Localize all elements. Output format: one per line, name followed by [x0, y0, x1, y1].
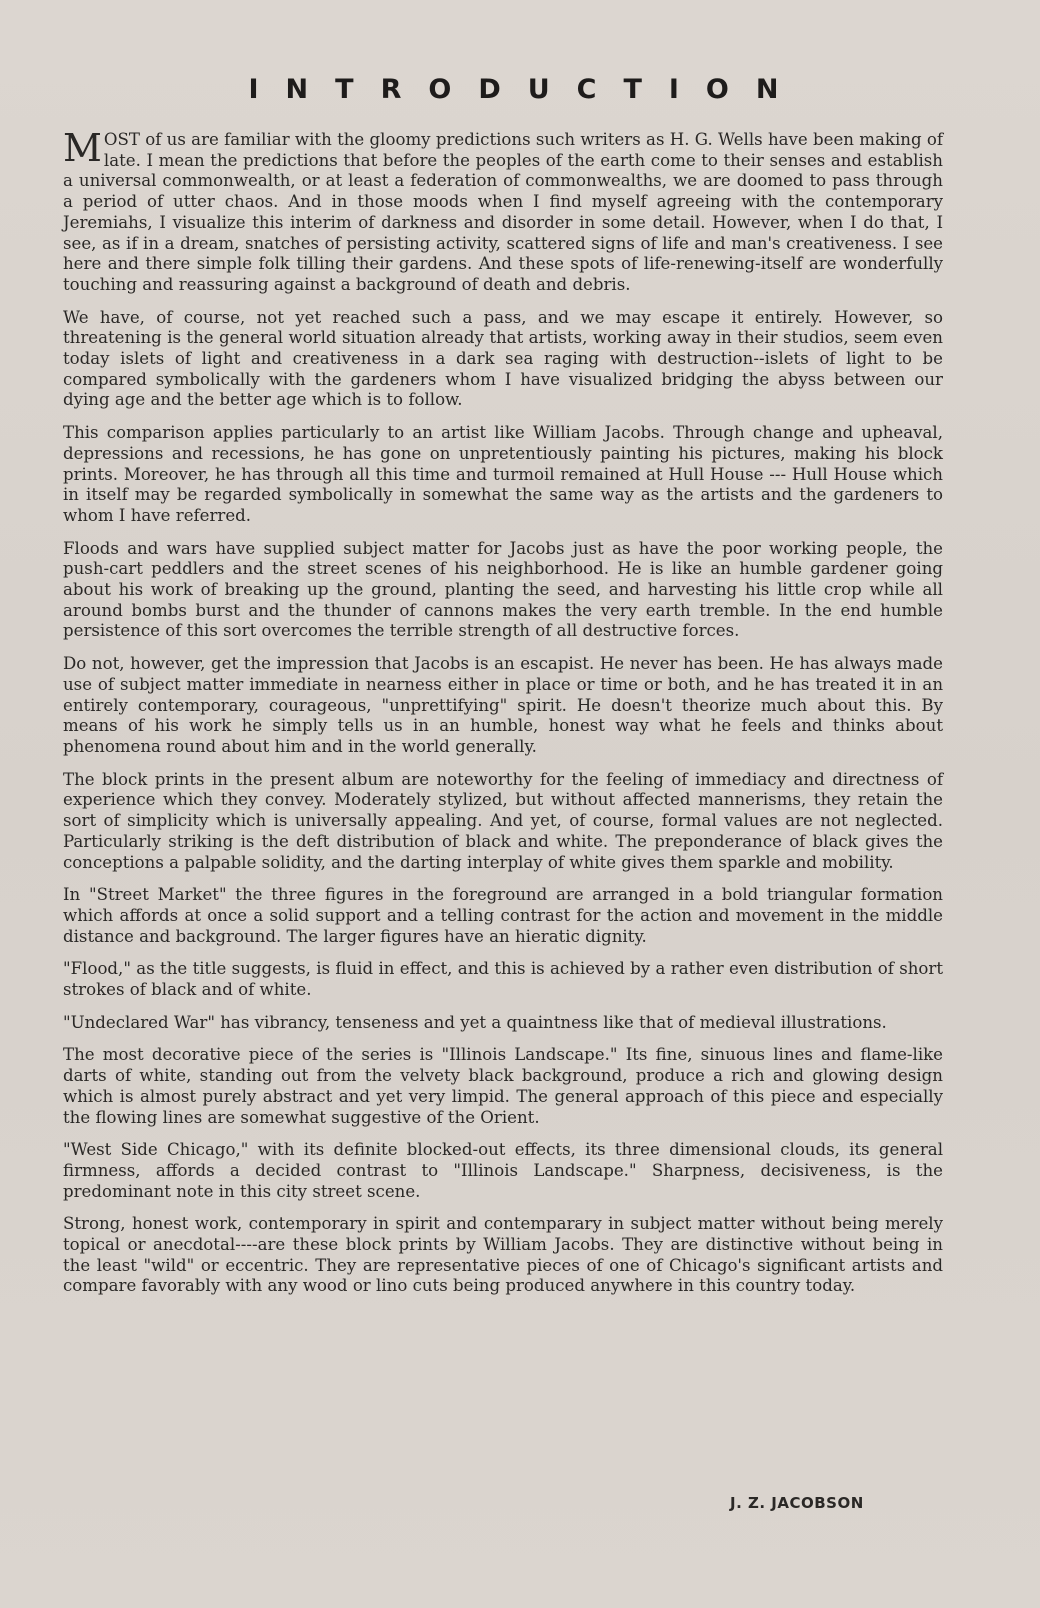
- introduction-body: [63, 126, 943, 1309]
- paragraph-1: [63, 126, 943, 296]
- paragraph-4: Floods and wars have supplied subject matter for Jacobs just as have the poor working people, the push-cart peddlers and the street scenes of his neighborhood. He is like an humble gardener going about his work of breaking up the ground, planting the seed, and harvesting his little crop while all around bombs burst and the thunder of cannons makes the very earth tremble. In the end humble persistence of this sort overcomes the terrible strength of all destructive forces.: [63, 538, 943, 641]
- paragraph-3: This comparison applies particularly to an artist like William Jacobs. Through change and upheaval, depressions and recessions, he has gone on unpretentiously painting his pictures, making his block prints. Moreover, he has through all this time and turmoil remained at Hull House --- Hull House which in itself may be regarded symbolically in somewhat the same way as the artists and the gardeners to whom I have referred.: [63, 423, 943, 525]
- paragraph-7: In "Street Market" the three figures in the foreground are arranged in a bold triangular formation which affords at once a solid support and a telling contrast for the action and movement in the middle distance and background. The larger figures have an hieratic dignity.: [63, 885, 943, 946]
- page-title: INTRODUCTION: [248, 74, 806, 105]
- paragraph-8: "Flood," as the title suggests, is fluid in effect, and this is achieved by a rather even distribution of short strokes of black and of white.: [63, 959, 943, 1000]
- author-signature: J. Z. JACOBSON: [730, 1494, 864, 1512]
- paragraph-1-text: OST of us are familiar with the gloomy predictions such writers as H. G. Wells have been making of late. I mean the predictions that before the peoples of the earth come to their senses and establish a universal commonwealth, or at least a federation of commonwealths, we are doomed to pass through a period of utter chaos. And in those moods when I find myself agreeing with the contemporary Jeremiahs, I visualize this interim of darkness and disorder in some detail. However, when I do that, I see, as if in a dream, snatches of persisting activity, scattered signs of life and man's creativeness. I see here and there simple folk tilling their gardens. And these spots of life-renewing-itself are wonderfully touching and reassuring against a background of death and debris.: [63, 130, 943, 294]
- paragraph-5: Do not, however, get the impression that Jacobs is an escapist. He never has been. He has always made use of subject matter immediate in nearness either in place or time or both, and he has treated it in an entirely contemporary, courageous, "unprettifying" spirit. He doesn't theorize much about this. By means of his work he simply tells us in an humble, honest way what he feels and thinks about phenomena round about him and in the world generally.: [63, 654, 943, 756]
- paragraph-10: The most decorative piece of the series is "Illinois Landscape." Its fine, sinuous lines and flame-like darts of white, standing out from the velvety black background, produce a rich and glowing design which is almost purely abstract and yet very limpid. The general approach of this piece and especially the flowing lines are somewhat suggestive of the Orient.: [63, 1045, 943, 1127]
- drop-cap: M: [63, 126, 102, 170]
- paragraph-11: "West Side Chicago," with its definite blocked-out effects, its three dimensional clouds, its general firmness, affords a decided contrast to "Illinois Landscape." Sharpness, decisiveness, is the predominant note in this city street scene.: [63, 1140, 943, 1201]
- paragraph-2: We have, of course, not yet reached such a pass, and we may escape it entirely. However, so threatening is the general world situation already that artists, working away in their studios, seem even today islets of light and creativeness in a dark sea raging with destruction--islets of light to be compared symbolically with the gardeners whom I have visualized bridging the abyss between our dying age and the better age which is to follow.: [63, 307, 943, 410]
- paragraph-12: Strong, honest work, contemporary in spirit and contemparary in subject matter without being merely topical or anecdotal----are these block prints by William Jacobs. They are distinctive without being in the least "wild" or eccentric. They are representative pieces of one of Chicago's significant artists and compare favorably with any wood or lino cuts being produced anywhere in this country today.: [63, 1214, 943, 1296]
- paragraph-9: "Undeclared War" has vibrancy, tenseness and yet a quaintness like that of medieval illustrations.: [63, 1012, 887, 1032]
- paragraph-6: The block prints in the present album are noteworthy for the feeling of immediacy and directness of experience which they convey. Moderately stylized, but without affected mannerisms, they retain the sort of simplicity which is universally appealing. And yet, of course, formal values are not neglected. Particularly striking is the deft distribution of black and white. The preponderance of black gives the conceptions a palpable solidity, and the darting interplay of white gives them sparkle and mobility.: [63, 769, 943, 872]
